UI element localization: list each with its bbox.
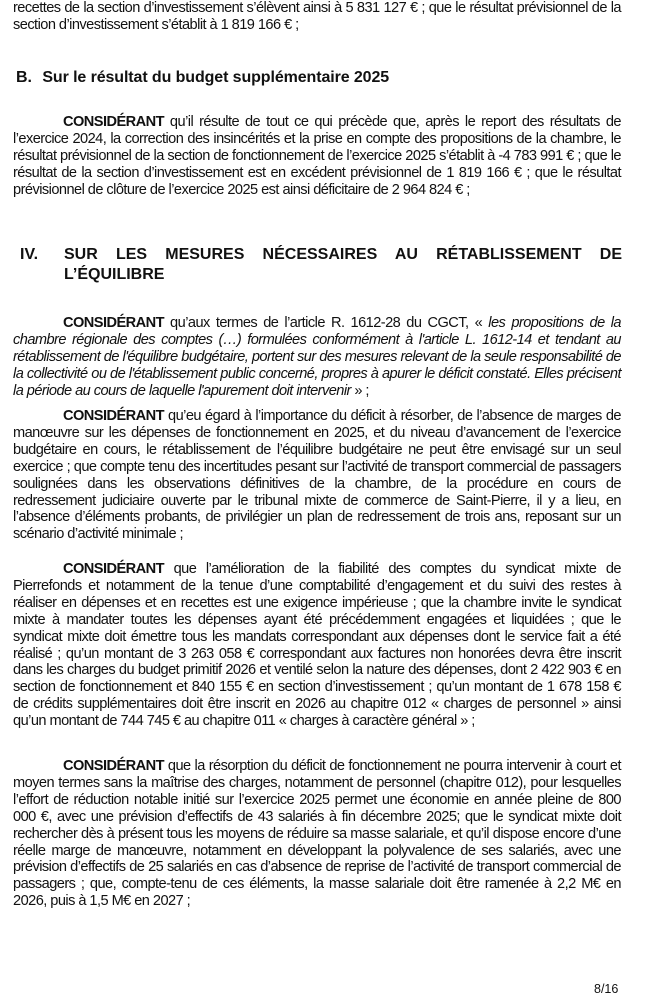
paragraph-text: qu’eu égard à l’importance du déficit à résorber, de l’absence de marges de manœuvre sur les dépenses de fonctionnement en 2025, et du niveau d’avancement de l’exercice budgétaire en cours, le rétablissement de l’équilibre budgétaire ne peut être envisagé sur un seul exercice ; que compte tenu des incertitudes pesant sur l’activité de transport commercial de passagers soulignées dans les observations définitives de la chambre, de la procédure en cours de redressement judiciaire ouverte par le tribunal mixte de commerce de Saint-Pierre, il y a lieu, en l’absence d’éléments probants, de privilégier un plan de redressement de trois ans, reposant sur un scénario d’activité minimale ;	[13, 408, 621, 543]
section-iv-title-line1: SUR LES MESURES NÉCESSAIRES AU RÉTABLISSEMENT DE	[64, 246, 622, 263]
section-b-number: B.	[16, 69, 32, 86]
cgct-quote: les propositions de la chambre régionale des comptes (…) formulées conformément à l'article L. 1612-14 et tendant au rétablissement de l'équilibre budgétaire, portent sur des mesures relevant de la seule responsabilité de la collectivité ou de l'établissement public concerné, propres à apurer le déficit constaté. Elles précisent la période au cours de laquelle l'apurement doit intervenir	[13, 315, 621, 399]
considerant-lead: CONSIDÉRANT	[63, 758, 164, 774]
page-number: 8/16	[594, 982, 619, 996]
section-iv-paragraph-4	[13, 758, 621, 910]
section-iv-paragraph-2	[13, 408, 621, 543]
section-iv-paragraph-1	[13, 315, 621, 400]
section-b-paragraph	[13, 114, 621, 199]
section-b-title: Sur le résultat du budget supplémentaire 2025	[42, 69, 390, 86]
paragraph-text: que l’amélioration de la fiabilité des comptes du syndicat mixte de Pierrefonds et notamment de la tenue d’une comptabilité d’engagement et du suivi des restes à réaliser en dépenses et en recettes est une exigence impérieuse ; que la chambre invite le syndicat mixte à mandater toutes les dépenses ayant été précédemment engagées et liquidées ; que le syndicat mixte doit émettre tous les mandats correspondant aux dépenses dont le service fait a été réalisé ; qu’un montant de 3 263 058 € correspondant aux factures non honorées devra être inscrit dans les charges du budget primitif 2026 et ventilé selon la nature des dépenses, dont 2 422 903 € en section de fonctionnement et 840 155 € en section d’investissement ; qu’un montant de 1 678 158 € de crédits supplémentaires doit être inscrit en 2026 au chapitre 012 « charges de personnel » ainsi qu’un montant de 744 745 € au chapitre 011 « charges à caractère général » ;	[13, 561, 621, 730]
section-iv-title-line2: L’ÉQUILIBRE	[64, 266, 165, 283]
continuation-paragraph: recettes de la section d’investissement s’élèvent ainsi à 5 831 127 € ; que le résultat prévisionnel de la section d’investissement s’établit à 1 819 166 € ;	[13, 0, 621, 33]
paragraph-text-before-quote: qu’aux termes de l’article R. 1612-28 du CGCT, «	[163, 315, 489, 331]
paragraph-text-after-quote: » ;	[350, 382, 369, 399]
section-b-heading	[16, 69, 389, 87]
section-iv-heading	[20, 245, 622, 285]
paragraph-text: que la résorption du déficit de fonctionnement ne pourra intervenir à court et moyen termes sans la maîtrise des charges, notamment de personnel (chapitre 012), pour lesquelles l’effort de réduction notable initié sur l’exercice 2025 permet une économie en année pleine de 800 000 €, avec une prévision d’effectifs de 43 salariés à fin décembre 2025; que le syndicat mixte doit rechercher dès à présent tous les moyens de réduire sa masse salariale, et qu’il dispose encore d’une réelle marge de manœuvre, notamment en développant la polyvalence de ses salariés, avec une prévision d’effectifs de 25 salariés en cas d’absence de reprise de l’activité de transport commercial de passagers ; que, compte-tenu de ces éléments, la masse salariale doit être ramenée à 2,2 M€ en 2026, puis à 1,5 M€ en 2027 ;	[13, 758, 621, 910]
paragraph-text: qu’il résulte de tout ce qui précède que, après le report des résultats de l’exercice 2024, la correction des insincérités et la prise en compte des propositions de la chambre, le résultat prévisionnel de la section de fonctionnement de l’exercice 2025 s’établit à -4 783 991 € ; que le résultat de la section d’investissement est en excédent prévisionnel de 1 819 166 € ; que le résultat prévisionnel de clôture de l’exercice 2025 est ainsi déficitaire de 2 964 824 € ;	[13, 114, 621, 198]
section-iv-number: IV.	[20, 246, 39, 263]
considerant-lead: CONSIDÉRANT	[63, 561, 164, 577]
considerant-lead: CONSIDÉRANT	[63, 315, 164, 331]
considerant-lead: CONSIDÉRANT	[63, 114, 164, 130]
considerant-lead: CONSIDÉRANT	[63, 408, 164, 424]
section-iv-paragraph-3	[13, 561, 621, 730]
